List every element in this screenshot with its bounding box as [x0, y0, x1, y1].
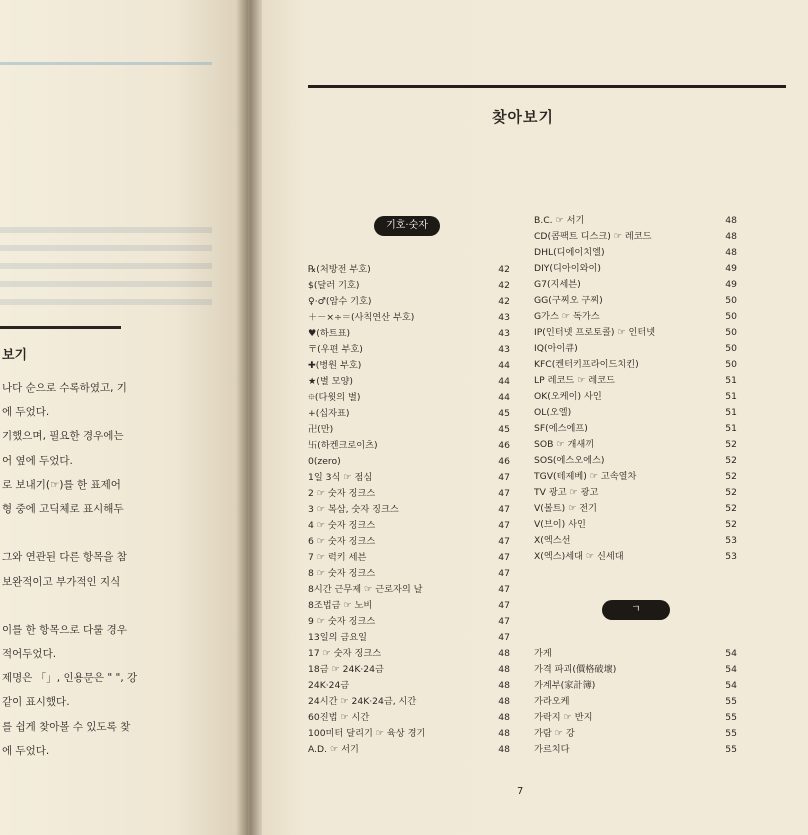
index-entry [308, 262, 510, 278]
index-entry [308, 486, 510, 502]
index-page-ref: 49 [725, 279, 737, 290]
left-page-line: 어 옆에 두었다. [2, 454, 73, 467]
left-page-line: 이를 한 항목으로 다룰 경우 [2, 623, 127, 636]
index-term: ★(별 모양) [308, 376, 353, 387]
index-term: ℞(처방전 부호) [308, 264, 371, 275]
index-page-ref: 54 [725, 648, 737, 659]
index-page-ref: 50 [725, 359, 737, 370]
index-entry [308, 742, 510, 758]
left-page-heading: 보기 [2, 348, 28, 363]
index-page-ref: 44 [498, 392, 510, 403]
index-page-ref: 52 [725, 503, 737, 514]
index-page-ref: 55 [725, 712, 737, 723]
index-page-ref: 48 [725, 231, 737, 242]
index-term: SOS(에스오에스) [534, 455, 605, 466]
index-term: 60진법 ☞ 시간 [308, 712, 370, 723]
index-entry [534, 293, 737, 309]
index-term: V(브이) 사인 [534, 519, 586, 530]
index-page-ref: 47 [498, 552, 510, 563]
index-page-ref: 55 [725, 728, 737, 739]
index-term: 1일 3식 ☞ 점심 [308, 472, 373, 483]
index-page-ref: 52 [725, 439, 737, 450]
index-page-ref: 52 [725, 487, 737, 498]
index-page-ref: 47 [498, 488, 510, 499]
index-term: 8시간 근무제 ☞ 근로자의 날 [308, 584, 423, 595]
index-term: KFC(켄터키프라이드치킨) [534, 359, 639, 370]
left-page-line: 형 중에 고딕체로 표시해두 [2, 502, 124, 515]
section-badge-symbols: 기호·숫자 [374, 216, 440, 236]
index-term: B.C. ☞ 서기 [534, 215, 585, 226]
index-page-ref: 44 [498, 360, 510, 371]
index-term: TGV(테제베) ☞ 고속열차 [534, 471, 637, 482]
index-term: 24시간 ☞ 24K·24금, 시간 [308, 696, 417, 707]
index-entry [534, 485, 737, 501]
index-entry [308, 726, 510, 742]
index-entry [308, 294, 510, 310]
index-entry [308, 614, 510, 630]
index-page-ref: 47 [498, 632, 510, 643]
index-entry [308, 326, 510, 342]
index-term: 가르치다 [534, 744, 570, 755]
index-entry [534, 261, 737, 277]
index-page-ref: 48 [498, 728, 510, 739]
index-page-ref: 51 [725, 423, 737, 434]
index-term: 8 ☞ 숫자 징크스 [308, 568, 376, 579]
index-page-ref: 51 [725, 391, 737, 402]
index-entry [534, 469, 737, 485]
left-page-line: 그와 연관된 다른 항목을 참 [2, 551, 127, 564]
index-page-ref: 53 [725, 535, 737, 546]
left-page-line: 보완적이고 부가적인 지식 [2, 575, 121, 588]
index-entry [308, 502, 510, 518]
index-entry [534, 662, 737, 678]
index-page-ref: 45 [498, 424, 510, 435]
index-page-ref: 47 [498, 568, 510, 579]
index-page-ref: 46 [498, 440, 510, 451]
index-entry [308, 342, 510, 358]
index-term: 가락지 ☞ 반지 [534, 712, 593, 723]
index-page-ref: 48 [498, 744, 510, 755]
index-entry [308, 678, 510, 694]
bleed-through-text [0, 215, 212, 315]
index-page-ref: 50 [725, 311, 737, 322]
index-entry [308, 470, 510, 486]
index-term: 2 ☞ 숫자 징크스 [308, 488, 376, 499]
index-entry [534, 341, 737, 357]
left-page-line: 기했으며, 필요한 경우에는 [2, 430, 124, 443]
index-entry [534, 549, 737, 565]
index-entry [308, 422, 510, 438]
index-term: LP 레코드 ☞ 레코드 [534, 375, 615, 386]
index-entry [534, 726, 737, 742]
index-page-ref: 55 [725, 696, 737, 707]
index-entry [308, 358, 510, 374]
index-page-ref: 50 [725, 295, 737, 306]
index-entry [534, 710, 737, 726]
index-page-ref: 49 [725, 263, 737, 274]
index-term: 100미터 달리기 ☞ 육상 경기 [308, 728, 426, 739]
index-page-ref: 48 [498, 664, 510, 675]
right-page [262, 0, 808, 835]
index-term: X(엑스선 [534, 535, 571, 546]
index-entry [534, 742, 737, 758]
index-entry [308, 630, 510, 646]
index-page-ref: 51 [725, 407, 737, 418]
index-term: 가람 ☞ 강 [534, 728, 575, 739]
index-term: DHL(디에이치엘) [534, 247, 605, 258]
index-page-ref: 45 [498, 408, 510, 419]
index-entry [534, 421, 737, 437]
index-page-ref: 46 [498, 456, 510, 467]
index-page-ref: 47 [498, 472, 510, 483]
left-page-line: 를 쉽게 찾아볼 수 있도록 찾 [2, 720, 131, 733]
index-term: 8조법금 ☞ 노비 [308, 600, 373, 611]
index-page-ref: 54 [725, 680, 737, 691]
index-term: 卍(만) [308, 424, 334, 435]
index-page-ref: 43 [498, 312, 510, 323]
index-term: 卐(하켄크로이츠) [308, 440, 378, 451]
index-term: 18금 ☞ 24K·24금 [308, 664, 384, 675]
index-term: 가라오케 [534, 696, 570, 707]
index-entry [534, 437, 737, 453]
index-term: +(십자표) [308, 408, 350, 419]
index-term: $(달러 기호) [308, 280, 360, 291]
index-page-ref: 47 [498, 584, 510, 595]
index-entry [534, 277, 737, 293]
index-entry [534, 501, 737, 517]
index-term: 가계부(家計簿) [534, 680, 596, 691]
index-page-ref: 42 [498, 296, 510, 307]
index-term: ＋－×÷＝(사칙연산 부호) [308, 312, 415, 323]
index-title-rule [308, 85, 786, 88]
index-entry [534, 533, 737, 549]
index-entry [308, 390, 510, 406]
index-term: 9 ☞ 숫자 징크스 [308, 616, 376, 627]
index-entry [308, 518, 510, 534]
index-entry [308, 694, 510, 710]
index-page-ref: 43 [498, 328, 510, 339]
index-term: 24K·24금 [308, 680, 350, 691]
index-term: V(볼트) ☞ 전기 [534, 503, 598, 514]
index-entry [534, 309, 737, 325]
index-term: GG(구찌오 구찌) [534, 295, 603, 306]
index-term: ♥(하트표) [308, 328, 351, 339]
left-page [0, 0, 248, 835]
index-page-ref: 48 [725, 247, 737, 258]
index-page-ref: 47 [498, 520, 510, 531]
left-page-line: 에 두었다. [2, 744, 50, 757]
index-page-ref: 48 [725, 215, 737, 226]
left-page-line [2, 600, 132, 624]
index-page-ref: 43 [498, 344, 510, 355]
index-page-ref: 53 [725, 551, 737, 562]
index-page-ref: 47 [498, 504, 510, 515]
left-page-line: 에 두었다. [2, 406, 50, 419]
page-number: 7 [517, 786, 524, 797]
left-page-line: 나다 순으로 수록하였고, 기 [2, 382, 127, 394]
left-page-rule [0, 326, 121, 329]
index-page-ref: 48 [498, 648, 510, 659]
index-entry [534, 325, 737, 341]
index-term: 17 ☞ 숫자 징크스 [308, 648, 382, 659]
index-entry [534, 694, 737, 710]
index-entry [534, 405, 737, 421]
index-term: SOB ☞ 개새끼 [534, 439, 595, 450]
left-page-line [2, 527, 132, 551]
left-page-line: 적어두었다. [2, 648, 57, 661]
index-entry [534, 453, 737, 469]
index-page-ref: 50 [725, 343, 737, 354]
index-term: 4 ☞ 숫자 징크스 [308, 520, 376, 531]
left-page-text [2, 382, 138, 769]
index-page-ref: 48 [498, 680, 510, 691]
left-page-line: 같이 표시했다. [2, 696, 70, 709]
index-page-ref: 51 [725, 375, 737, 386]
index-term: TV 광고 ☞ 광고 [534, 487, 599, 498]
index-term: OK(오케이) 사인 [534, 391, 602, 402]
index-entry [308, 534, 510, 550]
index-term: SF(에스에프) [534, 423, 588, 434]
index-term: ♀·♂(암수 기호) [308, 296, 372, 307]
index-entry [308, 566, 510, 582]
index-entry [308, 278, 510, 294]
index-page-ref: 47 [498, 536, 510, 547]
index-page-ref: 48 [498, 712, 510, 723]
index-column-left [308, 262, 510, 758]
index-entry [534, 213, 737, 229]
index-page-ref: 44 [498, 376, 510, 387]
index-page-ref: 55 [725, 744, 737, 755]
index-term: CD(콤팩트 디스크) ☞ 레코드 [534, 231, 652, 242]
index-entry [534, 646, 737, 662]
left-page-top-rule [0, 62, 212, 65]
index-column-right-top [534, 213, 737, 565]
index-entry [534, 229, 737, 245]
index-term: X(엑스)세대 ☞ 신세대 [534, 551, 624, 562]
index-entry [308, 374, 510, 390]
index-page-ref: 48 [498, 696, 510, 707]
index-term: 0(zero) [308, 456, 341, 467]
left-page-line: 제명은 「」, 인용문은 " ", 강 [2, 672, 138, 685]
index-term: 13일의 금요일 [308, 632, 367, 643]
index-term: 7 ☞ 럭키 세븐 [308, 552, 367, 563]
index-entry [534, 678, 737, 694]
index-column-right-bottom [534, 646, 737, 758]
index-entry [308, 310, 510, 326]
index-term: G가스 ☞ 독가스 [534, 311, 600, 322]
index-term: ⯐(다윗의 별) [308, 392, 361, 403]
index-page-ref: 52 [725, 471, 737, 482]
index-entry [308, 582, 510, 598]
index-entry [308, 438, 510, 454]
index-entry [308, 662, 510, 678]
index-term: G7(지세븐) [534, 279, 581, 290]
index-term: OL(오엘) [534, 407, 572, 418]
index-entry [308, 550, 510, 566]
index-entry [534, 373, 737, 389]
index-entry [534, 389, 737, 405]
index-page-ref: 47 [498, 616, 510, 627]
left-page-line: 로 보내기(☞)를 한 표제어 [2, 478, 121, 491]
index-page-ref: 42 [498, 264, 510, 275]
section-badge-giyeok: ㄱ [602, 600, 670, 620]
index-term: 가게 [534, 648, 552, 659]
index-entry [534, 517, 737, 533]
index-term: ✚(병원 부호) [308, 360, 362, 371]
page-title: 찾아보기 [492, 108, 554, 126]
index-page-ref: 50 [725, 327, 737, 338]
index-term: DIY(디아이와이) [534, 263, 601, 274]
index-entry [308, 646, 510, 662]
index-term: 3 ☞ 복삼, 숫자 징크스 [308, 504, 399, 515]
index-page-ref: 52 [725, 455, 737, 466]
index-entry [308, 454, 510, 470]
index-entry [308, 710, 510, 726]
index-term: 〒(우편 부호) [308, 344, 363, 355]
index-term: 6 ☞ 숫자 징크스 [308, 536, 376, 547]
index-entry [534, 245, 737, 261]
index-term: IP(인터넷 프로토콜) ☞ 인터넷 [534, 327, 656, 338]
index-term: IQ(아이큐) [534, 343, 578, 354]
index-page-ref: 42 [498, 280, 510, 291]
index-entry [308, 406, 510, 422]
index-term: 가격 파괴(價格破壞) [534, 664, 617, 675]
index-page-ref: 52 [725, 519, 737, 530]
index-entry [534, 357, 737, 373]
index-page-ref: 47 [498, 600, 510, 611]
index-page-ref: 54 [725, 664, 737, 675]
index-term: A.D. ☞ 서기 [308, 744, 359, 755]
index-entry [308, 598, 510, 614]
